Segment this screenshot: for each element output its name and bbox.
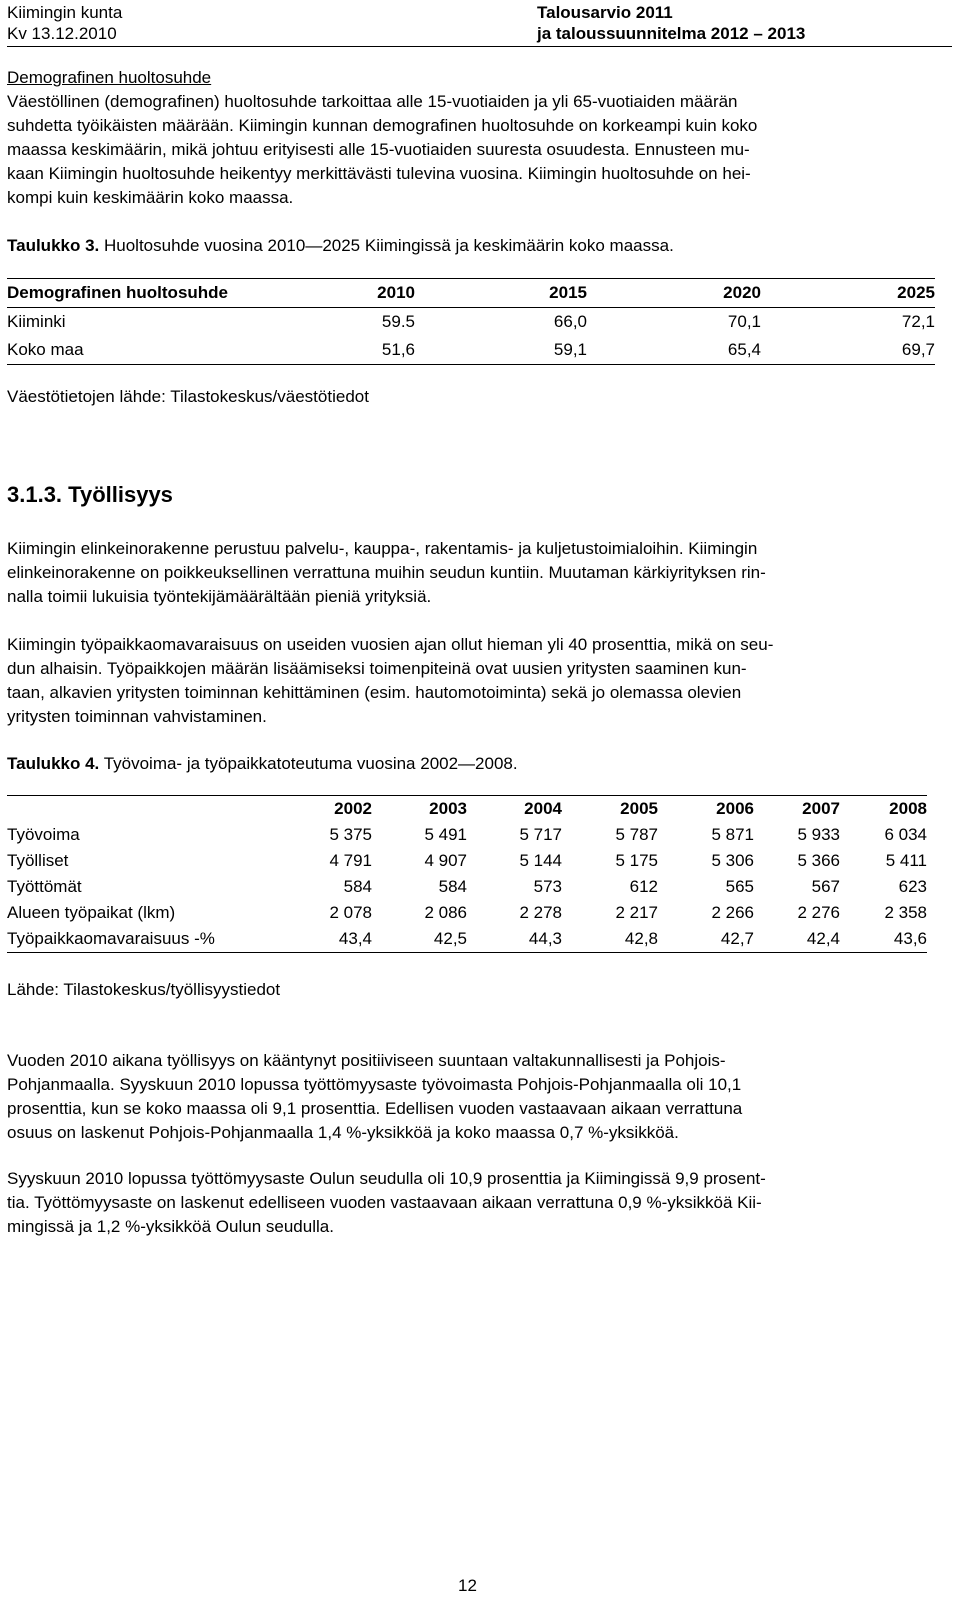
paragraph-line: taan, alkavien yritysten toiminnan kehittäminen (esim. hautomotoiminta) sekä jo olemassa olevien — [7, 683, 742, 702]
table-cell: 5 366 — [797, 851, 840, 870]
table-cell: 584 — [343, 877, 372, 896]
section-title: 3.1.3. Työllisyys — [7, 482, 173, 507]
table-cell: 5 175 — [615, 851, 658, 870]
table3-source: Väestötietojen lähde: Tilastokeskus/väestötiedot — [7, 387, 369, 406]
column-header: 2020 — [723, 283, 761, 302]
column-header: 2003 — [429, 799, 467, 818]
header-right — [537, 2, 805, 44]
table-cell: 42,5 — [433, 929, 467, 948]
table-cell: 6 034 — [884, 825, 927, 844]
demography-line: maassa keskimäärin, mikä johtuu erityisesti alle 15-vuotiaiden suuresta osuudesta. Ennusteen mu- — [7, 140, 750, 159]
table3-caption — [7, 234, 939, 258]
header-doc-title: Talousarvio 2011 — [537, 3, 673, 22]
paragraph-line: Syyskuun 2010 lopussa työttömyysaste Oulun seudulla oli 10,9 prosenttia ja Kiimingissä 9,9 prosent- — [7, 1169, 766, 1188]
employment-paragraph-2 — [7, 633, 939, 729]
table-row — [7, 822, 927, 848]
paragraph-line: elinkeinorakenne on poikkeuksellinen verrattuna muihin seudun kuntiin. Muutaman kärkiyrityksen rin- — [7, 563, 766, 582]
table-cell: 5 375 — [329, 825, 372, 844]
demography-line: kompi kuin keskimäärin koko maassa. — [7, 188, 294, 207]
employment-paragraph-1 — [7, 537, 939, 609]
employment-paragraph-4 — [7, 1167, 939, 1239]
table-cell: 567 — [811, 877, 840, 896]
table4-source: Lähde: Tilastokeskus/työllisyystiedot — [7, 980, 281, 999]
row-label: Työlliset — [7, 851, 69, 870]
table-cell: 5 306 — [711, 851, 754, 870]
paragraph-line: prosenttia, kun se koko maassa oli 9,1 prosenttia. Edellisen vuoden vastaavaan aikaan verrattuna — [7, 1099, 743, 1118]
demography-line: kaan Kiimingin huoltosuhde heikentyy merkittävästi tulevina vuosina. Kiimingin huoltosuhde on hei- — [7, 164, 751, 183]
column-header: 2015 — [549, 283, 587, 302]
table-header-row — [7, 279, 935, 308]
column-header: 2006 — [716, 799, 754, 818]
table-cell: 2 086 — [424, 903, 467, 922]
column-header: 2008 — [889, 799, 927, 818]
table-cell: 2 358 — [884, 903, 927, 922]
header-doc-subtitle: ja taloussuunnitelma 2012 – 2013 — [537, 24, 806, 43]
table-cell: 42,4 — [806, 929, 840, 948]
table4-caption — [7, 752, 939, 776]
header-org: Kiimingin kunta — [7, 3, 123, 22]
page-number: 12 — [458, 1576, 477, 1595]
table-row — [7, 874, 927, 900]
table-row — [7, 308, 935, 337]
demography-line: Väestöllinen (demografinen) huoltosuhde tarkoittaa alle 15-vuotiaiden ja yli 65-vuotiaiden määrän — [7, 92, 738, 111]
demography-line: suhdetta työikäisten määrään. Kiimingin kunnan demografinen huoltosuhde on korkeampi kuin koko — [7, 116, 758, 135]
header-left — [7, 2, 122, 44]
table-cell: 573 — [533, 877, 562, 896]
table-cell: 5 933 — [797, 825, 840, 844]
paragraph-line: mingissä ja 1,2 %-yksikköä Oulun seudulla. — [7, 1217, 334, 1236]
table-cell: 5 491 — [424, 825, 467, 844]
column-header: 2007 — [802, 799, 840, 818]
table-row — [7, 336, 935, 365]
employment-table — [7, 795, 927, 953]
table-cell: 70,1 — [727, 312, 761, 331]
table-cell: 5 787 — [615, 825, 658, 844]
page-header — [7, 0, 952, 47]
table-header-row — [7, 796, 927, 823]
table-cell: 66,0 — [553, 312, 587, 331]
demography-paragraph — [7, 66, 939, 210]
table-cell: 43,4 — [338, 929, 372, 948]
demography-heading: Demografinen huoltosuhde — [7, 68, 212, 87]
row-label: Työvoima — [7, 825, 80, 844]
table3-caption-text: Huoltosuhde vuosina 2010—2025 Kiimingissä ja keskimäärin koko maassa. — [104, 236, 674, 255]
table-cell: 2 266 — [711, 903, 754, 922]
paragraph-line: Kiimingin elinkeinorakenne perustuu palvelu-, kauppa-, rakentamis- ja kuljetustoimialoihin. Kiimingin — [7, 539, 758, 558]
table-cell: 5 871 — [711, 825, 754, 844]
paragraph-line: dun alhaisin. Työpaikkojen määrän lisäämiseksi toimenpiteinä ovat uusien yritysten saaminen kun- — [7, 659, 747, 678]
table-row — [7, 848, 927, 874]
row-label: Alueen työpaikat (lkm) — [7, 903, 176, 922]
dependency-ratio-table — [7, 278, 935, 365]
table3-caption-label: Taulukko 3. — [7, 236, 100, 255]
column-header: 2025 — [897, 283, 935, 302]
table4-caption-text: Työvoima- ja työpaikkatoteutuma vuosina 2002—2008. — [103, 754, 518, 773]
paragraph-line: nalla toimii lukuisia työntekijämäärältään pieniä yrityksiä. — [7, 587, 432, 606]
row-label: Kiiminki — [7, 312, 66, 331]
paragraph-line: Kiimingin työpaikkaomavaraisuus on useiden vuosien ajan ollut hieman yli 40 prosenttia, mikä on seu- — [7, 635, 774, 654]
table-cell: 69,7 — [901, 340, 935, 359]
row-label: Työpaikkaomavaraisuus -% — [7, 929, 215, 948]
column-header: Demografinen huoltosuhde — [7, 283, 228, 302]
column-header — [7, 796, 277, 823]
table-cell: 612 — [629, 877, 658, 896]
table-cell: 2 078 — [329, 903, 372, 922]
table-cell: 44,3 — [528, 929, 562, 948]
table-cell: 59.5 — [381, 312, 415, 331]
paragraph-line: osuus on laskenut Pohjois-Pohjanmaalla 1,4 %-yksikköä ja koko maassa 0,7 %-yksikköä. — [7, 1123, 679, 1142]
paragraph-line: tia. Työttömyysaste on laskenut edelliseen vuoden vastaavaan aikaan verrattuna 0,9 %-yksikköä Kii- — [7, 1193, 762, 1212]
table-cell: 5 144 — [519, 851, 562, 870]
header-date: Kv 13.12.2010 — [7, 24, 117, 43]
table-cell: 4 907 — [424, 851, 467, 870]
column-header: 2005 — [620, 799, 658, 818]
table-cell: 5 411 — [885, 851, 927, 870]
column-header: 2004 — [524, 799, 562, 818]
table-cell: 584 — [438, 877, 467, 896]
table-cell: 42,7 — [720, 929, 754, 948]
row-label: Koko maa — [7, 340, 84, 359]
paragraph-line: Vuoden 2010 aikana työllisyys on kääntynyt positiiviseen suuntaan valtakunnallisesti ja Pohjois- — [7, 1051, 726, 1070]
table-cell: 43,6 — [893, 929, 927, 948]
column-header: 2010 — [377, 283, 415, 302]
table-cell: 65,4 — [727, 340, 761, 359]
table-cell: 42,8 — [624, 929, 658, 948]
table-cell: 5 717 — [519, 825, 562, 844]
table-cell: 2 217 — [615, 903, 658, 922]
table-cell: 51,6 — [381, 340, 415, 359]
table4-caption-label: Taulukko 4. — [7, 754, 100, 773]
table-cell: 2 278 — [519, 903, 562, 922]
table-cell: 59,1 — [553, 340, 587, 359]
table-row — [7, 900, 927, 926]
table-cell: 72,1 — [901, 312, 935, 331]
table-cell: 2 276 — [797, 903, 840, 922]
table-cell: 565 — [725, 877, 754, 896]
column-header: 2002 — [334, 799, 372, 818]
row-label: Työttömät — [7, 877, 82, 896]
paragraph-line: Pohjanmaalla. Syyskuun 2010 lopussa työttömyysaste työvoimasta Pohjois-Pohjanmaalla oli 10,1 — [7, 1075, 742, 1094]
paragraph-line: yritysten toiminnan vahvistaminen. — [7, 707, 267, 726]
employment-paragraph-3 — [7, 1049, 939, 1145]
table-cell: 4 791 — [329, 851, 372, 870]
table-cell: 623 — [898, 877, 927, 896]
table-row — [7, 926, 927, 953]
